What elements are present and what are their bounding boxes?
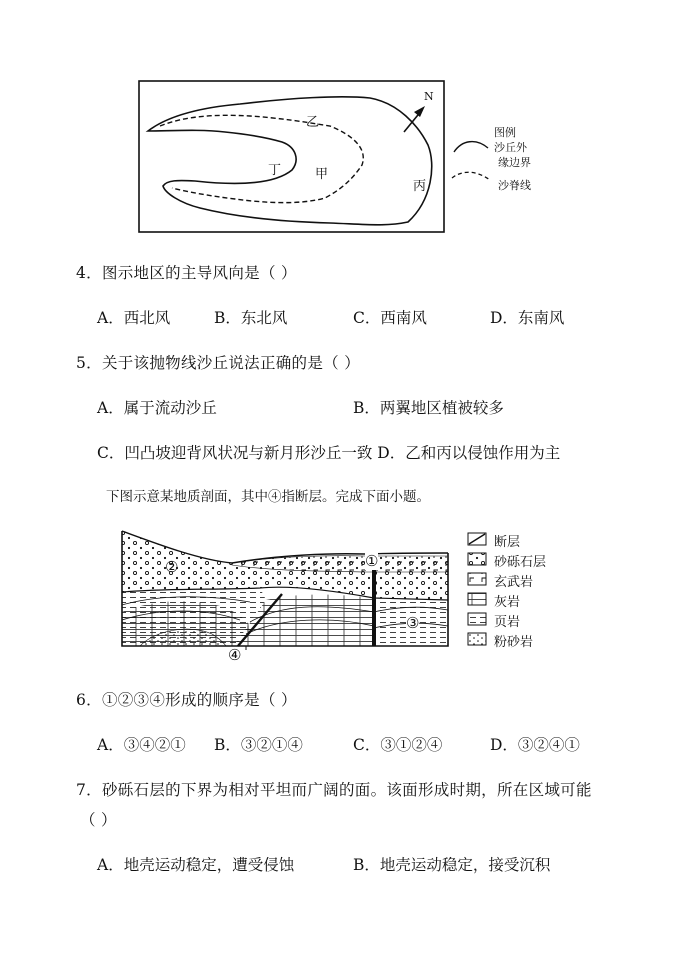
question-6-option-b[interactable]: B．③②①④ xyxy=(214,736,303,754)
dune-ridge-line xyxy=(160,115,363,202)
question-4-option-d[interactable]: D．东南风 xyxy=(490,309,565,327)
question-7-option-b[interactable]: B．地壳运动稳定，接受沉积 xyxy=(353,856,551,874)
legend-ridge-symbol xyxy=(452,172,490,180)
section-marker-2: ② xyxy=(165,558,179,576)
question-7-option-a[interactable]: A．地壳运动稳定，遭受侵蚀 xyxy=(97,856,295,874)
north-arrow-icon xyxy=(414,106,425,117)
question-7-stem-line2: （ ） xyxy=(80,811,117,829)
map-frame xyxy=(139,81,444,232)
legend-boundary-symbol xyxy=(454,142,488,152)
legend-siltstone: 粉砂岩 xyxy=(494,635,534,650)
question-5-option-a[interactable]: A．属于流动沙丘 xyxy=(97,399,217,417)
question-6-option-a[interactable]: A．③④②① xyxy=(97,736,186,754)
map-legend-ridge: 沙脊线 xyxy=(498,179,531,192)
map-legend-boundary-line1: 沙丘外 xyxy=(494,141,527,154)
dune-map-svg xyxy=(0,0,688,240)
question-4-option-b[interactable]: B．东北风 xyxy=(214,309,288,327)
section-marker-4: ④ xyxy=(228,646,242,664)
section-marker-3: ③ xyxy=(406,614,420,632)
legend-gravel: 砂砾石层 xyxy=(494,555,547,570)
question-5-stem: 5．关于该抛物线沙丘说法正确的是（ ） xyxy=(76,354,360,372)
question-5-option-b[interactable]: B．两翼地区植被较多 xyxy=(353,399,504,417)
map-label-jia: 甲 xyxy=(315,167,329,182)
dune-map-figure xyxy=(0,0,688,240)
map-label-ding: 丁 xyxy=(268,163,282,178)
map-legend-boundary-line2: 缘边界 xyxy=(498,156,531,169)
legend-limestone: 灰岩 xyxy=(494,595,521,610)
question-4-stem: 4．图示地区的主导风向是（ ） xyxy=(76,264,297,282)
section-marker-1: ① xyxy=(365,552,379,570)
dune-outer-boundary xyxy=(148,97,432,225)
question-6-option-c[interactable]: C．③①②④ xyxy=(353,736,443,754)
legend-shale: 页岩 xyxy=(494,615,521,630)
geology-intro-text: 下图示意某地质剖面，其中④指断层。完成下面小题。 xyxy=(106,489,430,505)
map-legend-title: 图例 xyxy=(494,126,516,139)
question-4-option-c[interactable]: C．西南风 xyxy=(353,309,427,327)
question-6-option-d[interactable]: D．③②④① xyxy=(490,736,580,754)
question-7-stem-line1: 7．砂砾石层的下界为相对平坦而广阔的面。该面形成时期，所在区域可能 xyxy=(76,781,592,799)
question-6-stem: 6．①②③④形成的顺序是（ ） xyxy=(76,691,297,709)
legend-fault: 断层 xyxy=(494,535,521,550)
geology-section-figure xyxy=(0,520,688,670)
north-label: N xyxy=(424,90,434,103)
legend-basalt: 玄武岩 xyxy=(494,575,534,590)
map-label-bing: 丙 xyxy=(413,179,427,194)
map-label-yi: 乙 xyxy=(306,115,320,130)
question-5-option-c-d[interactable]: C．凹凸坡迎背风状况与新月形沙丘一致 D．乙和丙以侵蚀作用为主 xyxy=(97,444,561,462)
geology-legend-symbols xyxy=(468,533,486,645)
question-4-option-a[interactable]: A．西北风 xyxy=(97,309,171,327)
geology-section-svg xyxy=(0,520,688,670)
